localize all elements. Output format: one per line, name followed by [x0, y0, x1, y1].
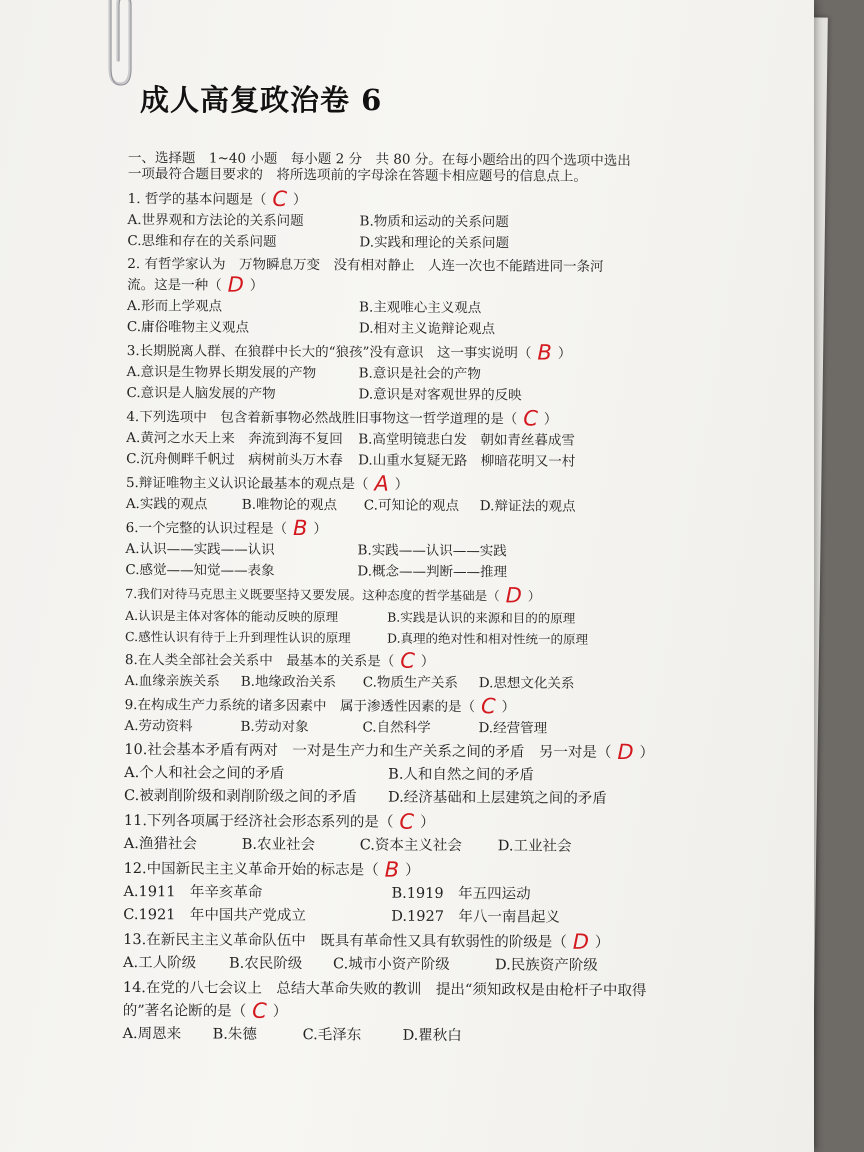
question-12: 12.中国新民主主义革命开始的标志是（ B ） A.1911 年辛亥革命 B.1919 年五四运动 C.1921 年中国共产党成立 D.1927 年八一南昌起义: [123, 858, 683, 930]
option-b: B.物质和运动的关系问题: [359, 213, 509, 231]
option-c: C.感性认识有待于上升到理性认识的原理: [124, 628, 351, 646]
handwritten-answer: A: [374, 471, 389, 496]
option-b: B.劳动对象: [240, 718, 309, 736]
options: [126, 362, 686, 407]
option-d: D.瞿秋白: [402, 1027, 462, 1045]
question-stem: 9.在构成生产力系统的诸多因素中 属于渗透性因素的是（: [124, 696, 476, 716]
option-b: B.朱德: [212, 1026, 257, 1043]
option-d: D.实践和理论的关系问题: [359, 234, 510, 252]
options: [123, 1023, 683, 1049]
option-b: B.唯物论的观点: [241, 496, 338, 514]
option-b: B.实践——认识——实践: [357, 542, 507, 560]
question-stem: 12.中国新民主主义革命开始的标志是（: [123, 860, 379, 879]
option-c: C.思维和存在的关系问题: [127, 232, 277, 250]
question-list: [123, 150, 688, 1049]
handwritten-answer: C: [399, 809, 415, 834]
option-d: D.经营管理: [478, 720, 548, 737]
option-d: D.辩证法的观点: [479, 498, 576, 515]
handwritten-answer: C: [400, 648, 416, 673]
option-c: C.被剥削阶级和剥削阶级之间的矛盾: [124, 787, 357, 806]
options: [127, 210, 687, 255]
question-4: 4.下列选项中 包含着新事物必然战胜旧事物这一哲学道理的是（ C ） A.黄河之水天上来 奔流到海不复回 B.高堂明镜悲白发 朝如青丝暮成雪 C.沉舟侧畔千帆过 病树前头万木春 D.山重水复疑无路 柳暗花明又一村: [126, 406, 686, 473]
handwritten-answer: B: [293, 516, 308, 541]
option-a: A.世界观和方法论的关系问题: [127, 211, 304, 230]
option-a: A.渔猎社会: [123, 835, 197, 853]
option-b: B.农民阶级: [228, 955, 303, 973]
question-stem: 4.下列选项中 包含着新事物必然战胜旧事物这一哲学道理的是（: [126, 408, 518, 428]
option-a: A.形而上学观点: [126, 297, 223, 315]
option-b: B.实践是认识的来源和目的的原理: [387, 609, 576, 626]
option-c: C.物质生产关系: [362, 674, 458, 692]
question-3: 3.长期脱离人群、在狼群中长大的“狼孩”没有意识 这一事实说明（ B ） A.意识是生物界长期发展的产物 B.意识是社会的产物 C.意识是人脑发展的产物 D.意识是对客观世界的反映: [126, 340, 686, 407]
question-7: 7.我们对待马克思主义既要坚持又要发展。这种态度的哲学基础是（ D ） A.认识是主体对客体的能动反映的原理 B.实践是认识的来源和目的的原理 C.感性认识有待于上升到理性认识的原理 D.真理的绝对性和相对性统一的原理: [125, 583, 685, 650]
option-c: C.庸俗唯物主义观点: [126, 318, 250, 336]
page-title: 成人高复政治卷 6: [140, 83, 383, 117]
question-stem: 14.在党的八七会议上 总结大革命失败的教训 提出“须知政权是由枪杆子中取得的”著名论断的是（: [122, 979, 647, 1020]
handwritten-answer: D: [505, 583, 522, 608]
option-d: D.经济基础和上层建筑之间的矛盾: [388, 789, 607, 807]
question-stem: 1. 哲学的基本问题是（: [127, 190, 267, 208]
question-9: 9.在构成生产力系统的诸多因素中 属于渗透性因素的是（ C ） A.劳动资料 B.劳动对象 C.自然科学 D.经营管理: [124, 694, 684, 740]
question-stem: 7.我们对待马克思主义既要坚持又要发展。这种态度的哲学基础是（: [125, 585, 500, 604]
option-c: C.1921 年中国共产党成立: [123, 906, 306, 925]
option-d: D.意识是对客观世界的反映: [358, 386, 522, 404]
handwritten-answer: C: [523, 406, 539, 431]
option-b: B.1919 年五四运动: [391, 885, 531, 903]
option-b: B.农业社会: [241, 836, 316, 854]
option-a: A.血缘亲族关系: [124, 672, 220, 690]
handwritten-answer: B: [384, 857, 400, 882]
handwritten-answer: B: [537, 340, 552, 365]
options: [125, 539, 685, 584]
options: [125, 605, 685, 650]
options: [124, 833, 684, 859]
options: [124, 762, 684, 811]
option-a: A.实践的观点: [125, 495, 208, 513]
option-c: C.感觉——知觉——表象: [125, 561, 275, 579]
option-c: C.毛泽东: [302, 1027, 362, 1044]
option-c: C.资本主义社会: [359, 837, 462, 855]
option-d: D.思想文化关系: [478, 675, 575, 692]
option-c: C.可知论的观点: [363, 497, 460, 515]
option-a: A.工人阶级: [122, 954, 197, 972]
option-d: D.民族资产阶级: [494, 957, 598, 974]
handwritten-answer: C: [480, 694, 496, 719]
question-1: 1. 哲学的基本问题是（ C ） A.世界观和方法论的关系问题 B.物质和运动的关系问题 C.思维和存在的关系问题 D.实践和理论的关系问题: [127, 188, 687, 255]
question-11: 11.下列各项属于经济社会形态系列的是（ C ） A.渔猎社会 B.农业社会 C.资本主义社会 D.工业社会: [124, 810, 684, 859]
options: [126, 428, 686, 473]
question-14: 14.在党的八七会议上 总结大革命失败的教训 提出“须知政权是由枪杆子中取得的”著名论断的是（ C ） A.周恩来 B.朱德 C.毛泽东 D.瞿秋白: [123, 977, 683, 1049]
handwritten-answer: D: [572, 929, 589, 954]
question-10: 10.社会基本矛盾有两对 一对是生产力和生产关系之间的矛盾 另一对是（ D ） A.个人和社会之间的矛盾 B.人和自然之间的矛盾 C.被剥削阶级和剥削阶级之间的矛盾 D.经济基础和上层建筑之间的矛盾: [124, 739, 684, 811]
option-d: D.山重水复疑无路 柳暗花明又一村: [358, 452, 576, 470]
option-a: A.认识——实践——认识: [125, 540, 275, 558]
option-c: C.意识是人脑发展的产物: [126, 384, 276, 402]
question-8: 8.在人类全部社会关系中 最基本的关系是（ C ） A.血缘亲族关系 B.地缘政治关系 C.物质生产关系 D.思想文化关系: [125, 649, 685, 695]
option-b: B.主观唯心主义观点: [358, 299, 482, 317]
option-d: D.相对主义诡辩论观点: [358, 320, 496, 338]
paper-clip-icon: [100, 0, 136, 90]
option-c: C.沉舟侧畔千帆过 病树前头万木春: [126, 450, 343, 469]
section-instructions: 一、选择题 1~40 小题 每小题 2 分 共 80 分。在每小题给出的四个选项中选出一项最符合题目要求的 将所选项前的字母涂在答题卡相应题号的信息点上。: [127, 150, 631, 185]
option-a: A.黄河之水天上来 奔流到海不复回: [126, 429, 343, 448]
option-d: D.1927 年八一南昌起义: [391, 908, 560, 926]
option-a: A.周恩来: [122, 1025, 182, 1043]
question-stem: 6.一个完整的认识过程是（: [125, 519, 288, 537]
later-questions: [123, 739, 685, 1049]
question-stem: 10.社会基本矛盾有两对 一对是生产力和生产关系之间的矛盾 另一对是（: [124, 741, 612, 761]
question-stem: 13.在新民主主义革命队伍中 既具有革命性又具有软弱性的阶级是（: [123, 931, 567, 951]
options: [124, 716, 684, 740]
option-b: B.意识是社会的产物: [358, 365, 481, 383]
question-stem: 8.在人类全部社会关系中 最基本的关系是（: [124, 651, 395, 670]
option-a: A.意识是生物界长期发展的产物: [126, 363, 317, 382]
question-5: 5.辩证唯物主义认识论最基本的观点是（ A ） A.实践的观点 B.唯物论的观点 C.可知论的观点 D.辩证法的观点: [126, 472, 686, 518]
option-a: A.1911 年辛亥革命: [123, 883, 263, 901]
option-b: B.地缘政治关系: [240, 673, 337, 691]
question-stem: 5.辩证唯物主义认识论最基本的观点是（: [125, 474, 369, 493]
option-b: B.高堂明镜悲白发 朝如青丝暮成雪: [358, 431, 575, 449]
question-2: 2. 有哲学家认为 万物瞬息万变 没有相对静止 人连一次也不能踏进同一条河流。这是一种（ D ） A.形而上学观点 B.主观唯心主义观点 C.庸俗唯物主义观点 D.相对主义诡辩论观点: [127, 254, 688, 341]
question-stem: 3.长期脱离人群、在狼群中长大的“狼孩”没有意识 这一事实说明（: [126, 342, 532, 362]
question-stem: 2. 有哲学家认为 万物瞬息万变 没有相对静止 人连一次也不能踏进同一条河流。这是一种（: [127, 255, 604, 294]
question-6: 6.一个完整的认识过程是（ B ） A.认识——实践——认识 B.实践——认识——实践 C.感觉——知觉——表象 D.概念——判断——推理: [125, 517, 685, 584]
option-c: C.自然科学: [362, 719, 431, 736]
option-d: D.工业社会: [497, 838, 572, 855]
option-c: C.城市小资产阶级: [332, 956, 450, 973]
options: [123, 952, 683, 978]
option-d: D.概念——判断——推理: [357, 563, 508, 581]
question-13: 13.在新民主主义革命队伍中 既具有革命性又具有软弱性的阶级是（ D ） A.工人阶级 B.农民阶级 C.城市小资产阶级 D.民族资产阶级: [123, 929, 683, 978]
handwritten-answer: D: [227, 272, 244, 297]
option-a: A.认识是主体对客体的能动反映的原理: [125, 607, 339, 625]
option-a: A.劳动资料: [124, 717, 193, 735]
options: [127, 296, 687, 341]
option-b: B.人和自然之间的矛盾: [388, 766, 535, 784]
options: [125, 671, 685, 695]
option-d: D.真理的绝对性和相对性统一的原理: [386, 630, 589, 647]
handwritten-answer: C: [272, 186, 288, 211]
options: [126, 494, 686, 518]
question-stem: 11.下列各项属于经济社会形态系列的是（: [123, 812, 394, 831]
options: [123, 881, 683, 930]
handwritten-answer: C: [252, 998, 267, 1023]
option-a: A.个人和社会之间的矛盾: [124, 764, 285, 782]
handwritten-answer: D: [617, 740, 634, 765]
